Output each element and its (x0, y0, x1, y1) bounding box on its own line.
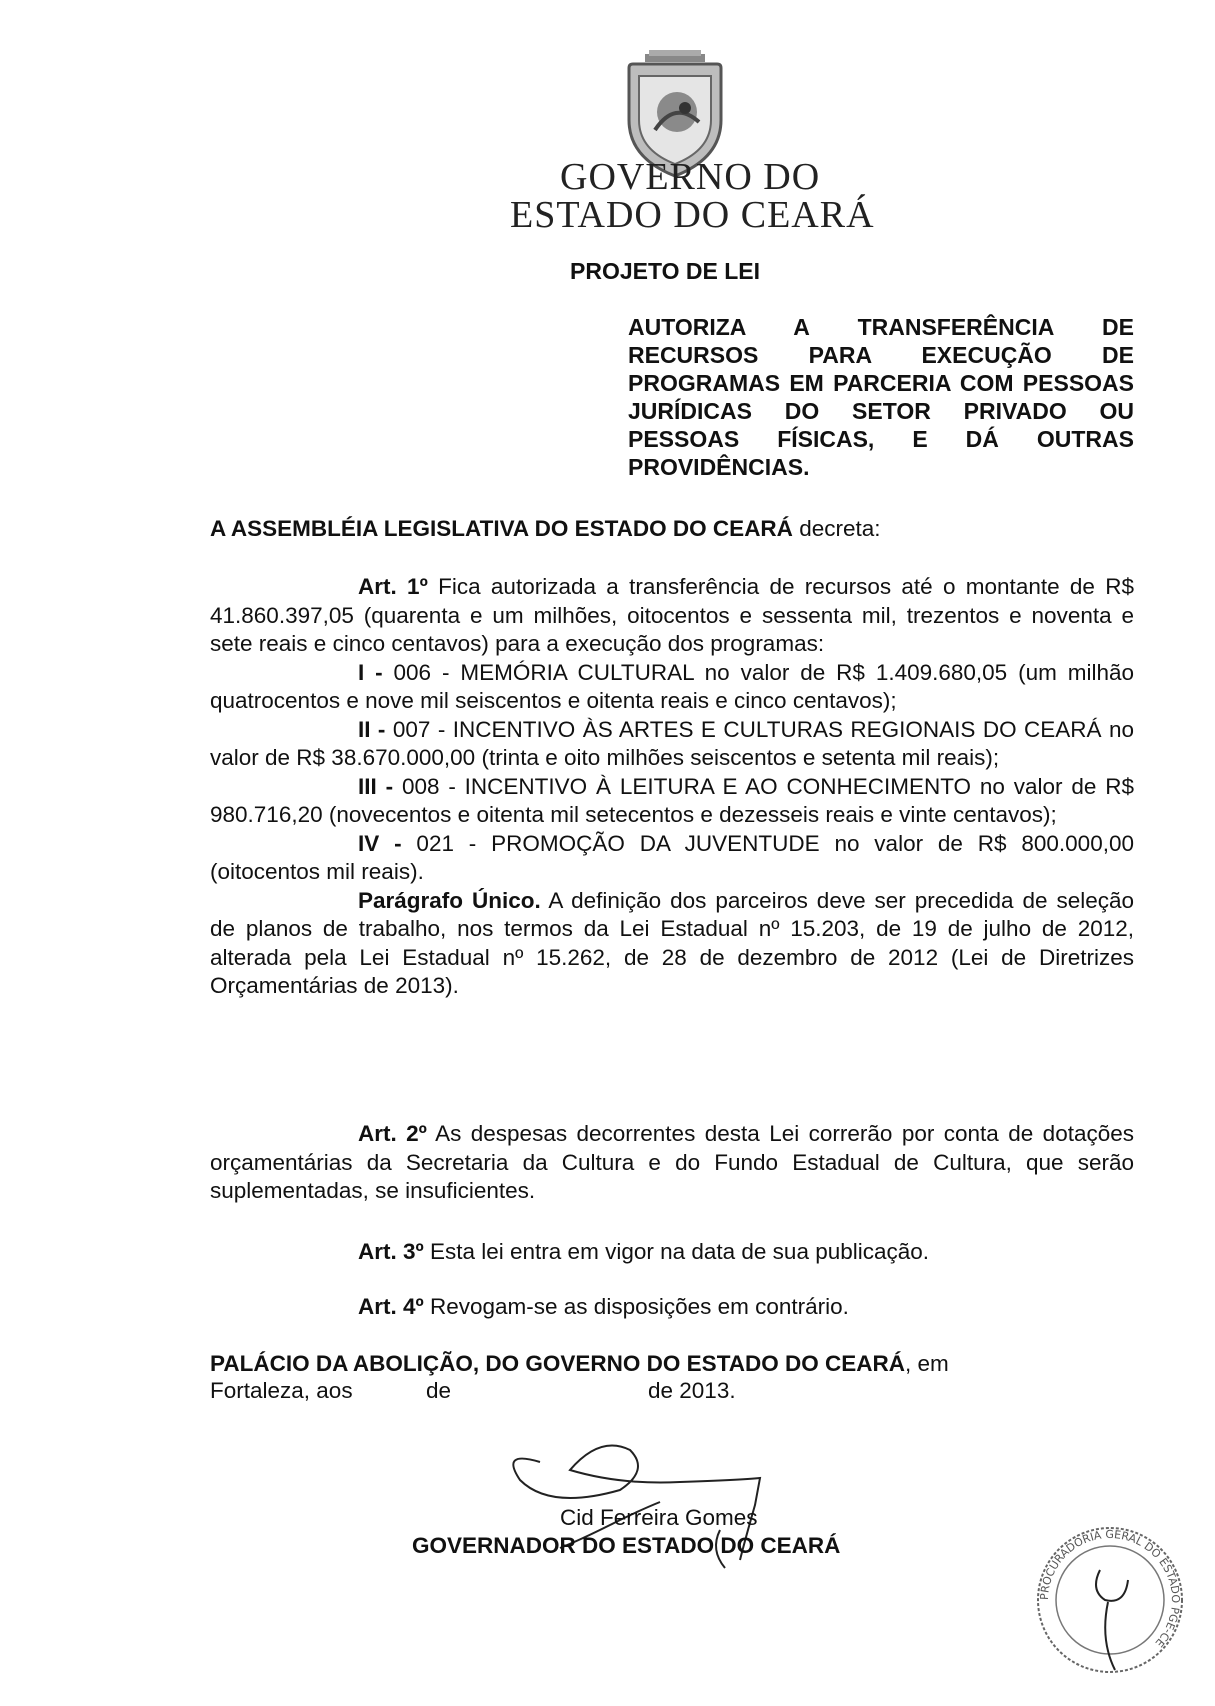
government-name-line1: GOVERNO DO (560, 156, 821, 198)
procuradoria-seal-stamp (1030, 1520, 1190, 1680)
article-1-label: Art. 1º (358, 574, 428, 599)
article-2-text: As despesas decorrentes desta Lei correrão por conta de dotações orçamentárias da Secretaria da Cultura e do Fundo Estadual de Cultura, que serão suplementadas, se insuficientes. (210, 1121, 1134, 1203)
article-3-text: Esta lei entra em vigor na data de sua publicação. (423, 1239, 930, 1264)
list-item (210, 830, 1134, 887)
list-item (210, 716, 1134, 773)
article-2-label: Art. 2º (358, 1121, 427, 1146)
item-text: 007 - INCENTIVO ÀS ARTES E CULTURAS REGIONAIS DO CEARÁ no valor de R$ 38.670.000,00 (trinta e oito milhões seiscentos e setenta mil reais); (210, 716, 1134, 770)
closing-clause (210, 1350, 1134, 1379)
sole-paragraph (210, 887, 1134, 1001)
assembly-name: A ASSEMBLÉIA LEGISLATIVA DO ESTADO DO CEARÁ (210, 516, 793, 541)
article-4-label: Art. 4º (358, 1294, 424, 1319)
closing-suffix: , em (905, 1351, 949, 1376)
item-text: 006 - MEMÓRIA CULTURAL no valor de R$ 1.409.680,05 (um milhão quatrocentos e nove mil seiscentos e oitenta reais e cinco centavos); (210, 659, 1134, 713)
enacting-verb: decreta: (792, 516, 881, 541)
place-date-part3: de 2013. (648, 1378, 736, 1403)
article-4-text: Revogam-se as disposições em contrário. (423, 1294, 849, 1319)
article-2 (210, 1120, 1134, 1206)
list-item (210, 659, 1134, 716)
bill-summary: AUTORIZA A TRANSFERÊNCIA DE RECURSOS PARA EXECUÇÃO DE PROGRAMAS EM PARCERIA COM PESSOAS JURÍDICAS DO SETOR PRIVADO OU PESSOAS FÍSICAS, E DÁ OUTRAS PROVIDÊNCIAS. (628, 314, 1134, 480)
list-item (210, 773, 1134, 830)
article-3 (210, 1238, 1134, 1267)
item-label: I - (358, 659, 383, 685)
place-date-part1: Fortaleza, aos (210, 1378, 353, 1403)
signer-role: GOVERNADOR DO ESTADO DO CEARÁ (412, 1533, 841, 1558)
item-text: 008 - INCENTIVO À LEITURA E AO CONHECIMENTO no valor de R$ 980.716,20 (novecentos e oitenta mil setecentos e dezesseis reais e vinte centavos); (210, 773, 1134, 827)
enacting-clause (210, 515, 1134, 544)
item-label: III - (358, 773, 394, 799)
article-1-text: Fica autorizada a transferência de recursos até o montante de R$ 41.860.397,05 (quarenta e um milhões, oitocentos e sessenta mil, trezentos e noventa e sete reais e cinco centavos) para a execução dos programas: (210, 574, 1135, 656)
article-4 (210, 1293, 1134, 1322)
sole-paragraph-label: Parágrafo Único. (358, 887, 541, 913)
document-title: PROJETO DE LEI (570, 258, 761, 284)
article-1 (210, 573, 1134, 1001)
item-label: IV - (358, 830, 402, 856)
signer-name: Cid Ferreira Gomes (560, 1505, 758, 1530)
item-label: II - (358, 716, 386, 742)
item-text: 021 - PROMOÇÃO DA JUVENTUDE no valor de R$ 800.000,00 (oitocentos mil reais). (210, 830, 1134, 884)
seal-text: PROCURADORIA GERAL DO ESTADO PGE-CE (1037, 1527, 1183, 1650)
place-date-part2: de (426, 1378, 452, 1403)
sole-paragraph-text: A definição dos parceiros deve ser precedida de seleção de planos de trabalho, nos termos da Lei Estadual nº 15.203, de 19 de julho de 2012, alterada pela Lei Estadual nº 15.262, de 28 de dezembro de 2012 (Lei de Diretrizes Orçamentárias de 2013). (210, 887, 1134, 998)
palace-name: PALÁCIO DA ABOLIÇÃO, DO GOVERNO DO ESTADO DO CEARÁ (210, 1351, 906, 1376)
government-name-line2: ESTADO DO CEARÁ (510, 194, 875, 236)
article-3-label: Art. 3º (358, 1239, 424, 1264)
